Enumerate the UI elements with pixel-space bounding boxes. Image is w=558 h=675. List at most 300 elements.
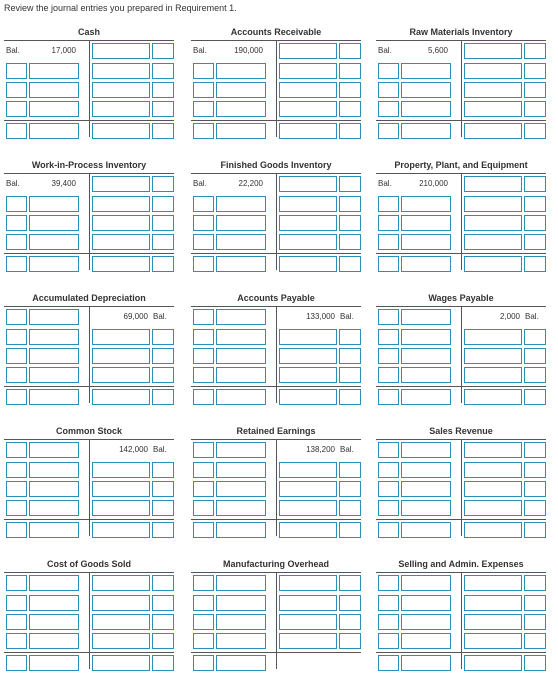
- credit-account-input[interactable]: [524, 43, 546, 59]
- credit-amount-input[interactable]: [464, 655, 522, 671]
- credit-account-input[interactable]: [524, 462, 546, 478]
- debit-account-input[interactable]: [378, 215, 399, 231]
- debit-account-input[interactable]: [193, 367, 214, 383]
- debit-amount-input[interactable]: [401, 63, 451, 79]
- credit-account-input[interactable]: [152, 329, 174, 345]
- credit-amount-input[interactable]: [464, 633, 522, 649]
- debit-account-input[interactable]: [6, 101, 27, 117]
- credit-account-input[interactable]: [524, 367, 546, 383]
- credit-account-input[interactable]: [152, 367, 174, 383]
- debit-amount-input[interactable]: [29, 123, 79, 139]
- credit-amount-input[interactable]: [464, 575, 522, 591]
- debit-account-input[interactable]: [378, 63, 399, 79]
- balance-value: 69,000: [123, 312, 148, 321]
- total-row: [376, 655, 546, 671]
- credit-amount-input[interactable]: [92, 348, 150, 364]
- credit-amount-input[interactable]: [279, 123, 337, 139]
- credit-account-input[interactable]: [524, 522, 546, 538]
- credit-amount-input[interactable]: [92, 367, 150, 383]
- entry-row: [4, 614, 174, 630]
- debit-account-input[interactable]: [378, 123, 399, 139]
- debit-account-input[interactable]: [193, 123, 214, 139]
- debit-account-input[interactable]: [378, 348, 399, 364]
- credit-amount-input[interactable]: [279, 348, 337, 364]
- credit-amount-input[interactable]: [279, 462, 337, 478]
- credit-account-input[interactable]: [152, 63, 174, 79]
- debit-account-input[interactable]: [6, 82, 27, 98]
- entry-row: [4, 234, 174, 250]
- credit-amount-input[interactable]: [92, 575, 150, 591]
- debit-amount-input[interactable]: [29, 234, 79, 250]
- credit-account-input[interactable]: [339, 389, 361, 405]
- credit-amount-input[interactable]: [279, 389, 337, 405]
- credit-amount-input[interactable]: [279, 633, 337, 649]
- credit-amount-input[interactable]: [279, 215, 337, 231]
- credit-amount-input[interactable]: [464, 595, 522, 611]
- entry-row: [4, 43, 174, 59]
- t-account: [376, 27, 546, 137]
- credit-amount-input[interactable]: [92, 123, 150, 139]
- credit-amount-input[interactable]: [464, 481, 522, 497]
- debit-amount-input[interactable]: [29, 101, 79, 117]
- t-account: [4, 160, 174, 270]
- credit-account-input[interactable]: [152, 215, 174, 231]
- credit-account-input[interactable]: [339, 575, 361, 591]
- credit-account-input[interactable]: [339, 595, 361, 611]
- credit-amount-input[interactable]: [92, 215, 150, 231]
- credit-amount-input[interactable]: [464, 43, 522, 59]
- debit-amount-input[interactable]: [216, 522, 266, 538]
- credit-amount-input[interactable]: [464, 196, 522, 212]
- debit-account-input[interactable]: [193, 462, 214, 478]
- debit-amount-input[interactable]: [29, 614, 79, 630]
- credit-account-input[interactable]: [524, 500, 546, 516]
- credit-amount-input[interactable]: [92, 256, 150, 272]
- debit-account-input[interactable]: [378, 329, 399, 345]
- balance-label: Bal.: [153, 312, 167, 321]
- credit-amount-input[interactable]: [92, 500, 150, 516]
- credit-account-input[interactable]: [339, 43, 361, 59]
- debit-account-input[interactable]: [6, 633, 27, 649]
- credit-account-input[interactable]: [339, 329, 361, 345]
- credit-amount-input[interactable]: [279, 500, 337, 516]
- credit-account-input[interactable]: [524, 481, 546, 497]
- credit-amount-input[interactable]: [464, 256, 522, 272]
- debit-amount-input[interactable]: [216, 442, 266, 458]
- credit-account-input[interactable]: [524, 234, 546, 250]
- debit-amount-input[interactable]: [216, 101, 266, 117]
- credit-amount-input[interactable]: [92, 655, 150, 671]
- debit-amount-input[interactable]: [401, 522, 451, 538]
- credit-account-input[interactable]: [152, 633, 174, 649]
- debit-account-input[interactable]: [6, 329, 27, 345]
- debit-account-input[interactable]: [6, 367, 27, 383]
- credit-amount-input[interactable]: [92, 234, 150, 250]
- debit-amount-input[interactable]: [401, 367, 451, 383]
- credit-account-input[interactable]: [339, 82, 361, 98]
- debit-account-input[interactable]: [378, 522, 399, 538]
- credit-account-input[interactable]: [524, 176, 546, 192]
- credit-amount-input[interactable]: [279, 196, 337, 212]
- debit-account-input[interactable]: [378, 500, 399, 516]
- debit-amount-input[interactable]: [216, 367, 266, 383]
- credit-account-input[interactable]: [339, 633, 361, 649]
- credit-amount-input[interactable]: [279, 595, 337, 611]
- debit-amount-input[interactable]: [216, 82, 266, 98]
- credit-account-input[interactable]: [339, 63, 361, 79]
- debit-amount-input[interactable]: [29, 82, 79, 98]
- credit-amount-input[interactable]: [92, 329, 150, 345]
- debit-amount-input[interactable]: [216, 462, 266, 478]
- debit-account-input[interactable]: [193, 633, 214, 649]
- debit-account-input[interactable]: [6, 614, 27, 630]
- credit-amount-input[interactable]: [279, 575, 337, 591]
- debit-amount-input[interactable]: [29, 481, 79, 497]
- debit-amount-input[interactable]: [29, 442, 79, 458]
- credit-account-input[interactable]: [339, 101, 361, 117]
- credit-amount-input[interactable]: [279, 82, 337, 98]
- debit-amount-input[interactable]: [216, 389, 266, 405]
- debit-amount-input[interactable]: [401, 215, 451, 231]
- debit-account-input[interactable]: [193, 442, 214, 458]
- credit-account-input[interactable]: [524, 123, 546, 139]
- credit-amount-input[interactable]: [464, 614, 522, 630]
- debit-account-input[interactable]: [378, 595, 399, 611]
- debit-account-input[interactable]: [6, 442, 27, 458]
- credit-amount-input[interactable]: [464, 367, 522, 383]
- debit-amount-input[interactable]: [401, 101, 451, 117]
- credit-account-input[interactable]: [152, 43, 174, 59]
- debit-account-input[interactable]: [378, 655, 399, 671]
- entry-row: [191, 575, 361, 591]
- balance-value: 22,200: [238, 179, 263, 188]
- credit-amount-input[interactable]: [279, 329, 337, 345]
- credit-account-input[interactable]: [524, 63, 546, 79]
- debit-amount-input[interactable]: [216, 309, 266, 325]
- debit-amount-input[interactable]: [401, 500, 451, 516]
- credit-amount-input[interactable]: [92, 595, 150, 611]
- credit-account-input[interactable]: [524, 655, 546, 671]
- debit-amount-input[interactable]: [401, 575, 451, 591]
- debit-account-input[interactable]: [6, 389, 27, 405]
- debit-amount-input[interactable]: [401, 196, 451, 212]
- debit-account-input[interactable]: [193, 234, 214, 250]
- debit-account-input[interactable]: [193, 481, 214, 497]
- debit-amount-input[interactable]: [29, 575, 79, 591]
- debit-amount-input[interactable]: [401, 309, 451, 325]
- credit-amount-input[interactable]: [92, 633, 150, 649]
- credit-account-input[interactable]: [152, 655, 174, 671]
- credit-account-input[interactable]: [524, 348, 546, 364]
- debit-amount-input[interactable]: [29, 655, 79, 671]
- debit-amount-input[interactable]: [216, 595, 266, 611]
- credit-amount-input[interactable]: [464, 462, 522, 478]
- credit-amount-input[interactable]: [279, 256, 337, 272]
- credit-account-input[interactable]: [152, 575, 174, 591]
- debit-amount-input[interactable]: [29, 256, 79, 272]
- debit-account-input[interactable]: [6, 575, 27, 591]
- credit-amount-input[interactable]: [464, 329, 522, 345]
- credit-account-input[interactable]: [524, 329, 546, 345]
- debit-amount-input[interactable]: [401, 481, 451, 497]
- debit-account-input[interactable]: [378, 633, 399, 649]
- credit-amount-input[interactable]: [464, 234, 522, 250]
- credit-amount-input[interactable]: [464, 500, 522, 516]
- debit-amount-input[interactable]: [216, 575, 266, 591]
- t-account: [191, 426, 361, 536]
- debit-account-input[interactable]: [193, 614, 214, 630]
- debit-account-input[interactable]: [193, 196, 214, 212]
- debit-account-input[interactable]: [378, 309, 399, 325]
- credit-amount-input[interactable]: [464, 389, 522, 405]
- credit-amount-input[interactable]: [464, 348, 522, 364]
- t-account: [4, 426, 174, 536]
- credit-amount-input[interactable]: [279, 101, 337, 117]
- t-account-total-rule: [191, 120, 361, 121]
- debit-account-input[interactable]: [378, 442, 399, 458]
- debit-amount-input[interactable]: [29, 633, 79, 649]
- credit-amount-input[interactable]: [464, 522, 522, 538]
- debit-amount-input[interactable]: [216, 63, 266, 79]
- debit-account-input[interactable]: [378, 389, 399, 405]
- credit-amount-input[interactable]: [92, 82, 150, 98]
- credit-amount-input[interactable]: [279, 367, 337, 383]
- debit-account-input[interactable]: [6, 256, 27, 272]
- debit-amount-input[interactable]: [401, 462, 451, 478]
- entry-row: [191, 234, 361, 250]
- debit-account-input[interactable]: [6, 462, 27, 478]
- credit-amount-input[interactable]: [279, 481, 337, 497]
- total-row: [4, 123, 174, 139]
- credit-account-input[interactable]: [524, 215, 546, 231]
- debit-amount-input[interactable]: [29, 215, 79, 231]
- debit-amount-input[interactable]: [29, 389, 79, 405]
- credit-account-input[interactable]: [339, 234, 361, 250]
- debit-account-input[interactable]: [378, 196, 399, 212]
- debit-account-input[interactable]: [6, 522, 27, 538]
- credit-amount-input[interactable]: [279, 43, 337, 59]
- debit-account-input[interactable]: [193, 595, 214, 611]
- debit-amount-input[interactable]: [401, 82, 451, 98]
- credit-account-input[interactable]: [152, 256, 174, 272]
- debit-account-input[interactable]: [193, 522, 214, 538]
- debit-amount-input[interactable]: [216, 655, 266, 671]
- debit-account-input[interactable]: [193, 348, 214, 364]
- credit-account-input[interactable]: [339, 215, 361, 231]
- debit-amount-input[interactable]: [401, 123, 451, 139]
- debit-amount-input[interactable]: [29, 63, 79, 79]
- debit-account-input[interactable]: [6, 348, 27, 364]
- credit-amount-input[interactable]: [92, 63, 150, 79]
- credit-account-input[interactable]: [524, 595, 546, 611]
- debit-account-input[interactable]: [6, 481, 27, 497]
- credit-account-input[interactable]: [152, 348, 174, 364]
- credit-amount-input[interactable]: [92, 389, 150, 405]
- credit-account-input[interactable]: [152, 82, 174, 98]
- debit-amount-input[interactable]: [29, 595, 79, 611]
- debit-amount-input[interactable]: [216, 329, 266, 345]
- credit-account-input[interactable]: [524, 101, 546, 117]
- credit-account-input[interactable]: [339, 522, 361, 538]
- debit-amount-input[interactable]: [29, 462, 79, 478]
- credit-account-input[interactable]: [339, 481, 361, 497]
- credit-account-input[interactable]: [152, 196, 174, 212]
- debit-amount-input[interactable]: [29, 348, 79, 364]
- debit-amount-input[interactable]: [401, 655, 451, 671]
- debit-amount-input[interactable]: [401, 234, 451, 250]
- credit-account-input[interactable]: [524, 256, 546, 272]
- t-account-total-rule: [376, 519, 546, 520]
- credit-amount-input[interactable]: [464, 442, 522, 458]
- credit-amount-input[interactable]: [92, 43, 150, 59]
- debit-account-input[interactable]: [6, 215, 27, 231]
- credit-amount-input[interactable]: [279, 63, 337, 79]
- debit-amount-input[interactable]: [401, 633, 451, 649]
- credit-account-input[interactable]: [152, 462, 174, 478]
- debit-account-input[interactable]: [193, 82, 214, 98]
- credit-account-input[interactable]: [152, 595, 174, 611]
- debit-account-input[interactable]: [378, 234, 399, 250]
- debit-account-input[interactable]: [193, 309, 214, 325]
- debit-amount-input[interactable]: [401, 595, 451, 611]
- credit-amount-input[interactable]: [279, 176, 337, 192]
- debit-account-input[interactable]: [193, 215, 214, 231]
- debit-account-input[interactable]: [193, 655, 214, 671]
- debit-amount-input[interactable]: [29, 309, 79, 325]
- entry-row: [376, 63, 546, 79]
- credit-amount-input[interactable]: [464, 101, 522, 117]
- debit-amount-input[interactable]: [401, 329, 451, 345]
- credit-account-input[interactable]: [152, 234, 174, 250]
- debit-amount-input[interactable]: [216, 348, 266, 364]
- credit-account-input[interactable]: [152, 176, 174, 192]
- debit-account-input[interactable]: [378, 575, 399, 591]
- debit-amount-input[interactable]: [216, 481, 266, 497]
- debit-amount-input[interactable]: [29, 522, 79, 538]
- account-title: Manufacturing Overhead: [222, 559, 330, 569]
- debit-amount-input[interactable]: [401, 442, 451, 458]
- debit-account-input[interactable]: [193, 101, 214, 117]
- credit-account-input[interactable]: [339, 123, 361, 139]
- credit-amount-input[interactable]: [279, 522, 337, 538]
- credit-account-input[interactable]: [339, 348, 361, 364]
- debit-account-input[interactable]: [6, 500, 27, 516]
- debit-account-input[interactable]: [6, 63, 27, 79]
- credit-account-input[interactable]: [339, 462, 361, 478]
- debit-account-input[interactable]: [6, 123, 27, 139]
- debit-account-input[interactable]: [6, 196, 27, 212]
- credit-amount-input[interactable]: [92, 481, 150, 497]
- credit-account-input[interactable]: [339, 256, 361, 272]
- credit-account-input[interactable]: [339, 196, 361, 212]
- credit-amount-input[interactable]: [464, 176, 522, 192]
- credit-amount-input[interactable]: [92, 614, 150, 630]
- credit-amount-input[interactable]: [92, 176, 150, 192]
- balance-value: 190,000: [234, 46, 263, 55]
- debit-account-input[interactable]: [193, 256, 214, 272]
- balance-label: Bal.: [6, 46, 20, 55]
- credit-account-input[interactable]: [339, 500, 361, 516]
- credit-account-input[interactable]: [524, 442, 546, 458]
- debit-amount-input[interactable]: [29, 500, 79, 516]
- debit-account-input[interactable]: [6, 234, 27, 250]
- credit-amount-input[interactable]: [464, 215, 522, 231]
- debit-amount-input[interactable]: [29, 367, 79, 383]
- debit-amount-input[interactable]: [216, 234, 266, 250]
- debit-amount-input[interactable]: [216, 196, 266, 212]
- credit-amount-input[interactable]: [464, 123, 522, 139]
- credit-amount-input[interactable]: [464, 63, 522, 79]
- credit-amount-input[interactable]: [279, 234, 337, 250]
- debit-account-input[interactable]: [6, 655, 27, 671]
- debit-amount-input[interactable]: [401, 348, 451, 364]
- debit-account-input[interactable]: [378, 82, 399, 98]
- credit-account-input[interactable]: [152, 389, 174, 405]
- debit-account-input[interactable]: [378, 367, 399, 383]
- credit-amount-input[interactable]: [92, 101, 150, 117]
- credit-account-input[interactable]: [152, 522, 174, 538]
- credit-account-input[interactable]: [152, 101, 174, 117]
- debit-account-input[interactable]: [193, 63, 214, 79]
- debit-account-input[interactable]: [6, 595, 27, 611]
- debit-account-input[interactable]: [378, 614, 399, 630]
- credit-account-input[interactable]: [339, 614, 361, 630]
- debit-account-input[interactable]: [378, 101, 399, 117]
- credit-amount-input[interactable]: [279, 614, 337, 630]
- debit-account-input[interactable]: [193, 575, 214, 591]
- debit-amount-input[interactable]: [29, 329, 79, 345]
- credit-account-input[interactable]: [152, 123, 174, 139]
- credit-amount-input[interactable]: [92, 462, 150, 478]
- credit-account-input[interactable]: [524, 196, 546, 212]
- credit-account-input[interactable]: [152, 500, 174, 516]
- entry-row: [376, 329, 546, 345]
- credit-account-input[interactable]: [524, 389, 546, 405]
- balance-label: Bal.: [193, 179, 207, 188]
- debit-amount-input[interactable]: [401, 389, 451, 405]
- credit-amount-input[interactable]: [464, 82, 522, 98]
- credit-account-input[interactable]: [339, 367, 361, 383]
- credit-account-input[interactable]: [152, 614, 174, 630]
- debit-account-input[interactable]: [193, 500, 214, 516]
- debit-amount-input[interactable]: [216, 633, 266, 649]
- debit-amount-input[interactable]: [216, 256, 266, 272]
- credit-amount-input[interactable]: [92, 522, 150, 538]
- debit-account-input[interactable]: [378, 256, 399, 272]
- credit-account-input[interactable]: [524, 82, 546, 98]
- credit-account-input[interactable]: [339, 176, 361, 192]
- debit-amount-input[interactable]: [216, 614, 266, 630]
- debit-account-input[interactable]: [378, 462, 399, 478]
- debit-amount-input[interactable]: [216, 215, 266, 231]
- credit-account-input[interactable]: [524, 614, 546, 630]
- debit-account-input[interactable]: [6, 309, 27, 325]
- credit-account-input[interactable]: [524, 633, 546, 649]
- debit-amount-input[interactable]: [29, 196, 79, 212]
- t-account-total-rule: [191, 253, 361, 254]
- credit-account-input[interactable]: [524, 575, 546, 591]
- debit-account-input[interactable]: [378, 481, 399, 497]
- credit-amount-input[interactable]: [92, 196, 150, 212]
- debit-account-input[interactable]: [193, 329, 214, 345]
- debit-amount-input[interactable]: [401, 614, 451, 630]
- t-account-total-rule: [4, 253, 174, 254]
- debit-amount-input[interactable]: [216, 123, 266, 139]
- credit-account-input[interactable]: [152, 481, 174, 497]
- debit-amount-input[interactable]: [401, 256, 451, 272]
- debit-amount-input[interactable]: [216, 500, 266, 516]
- debit-account-input[interactable]: [193, 389, 214, 405]
